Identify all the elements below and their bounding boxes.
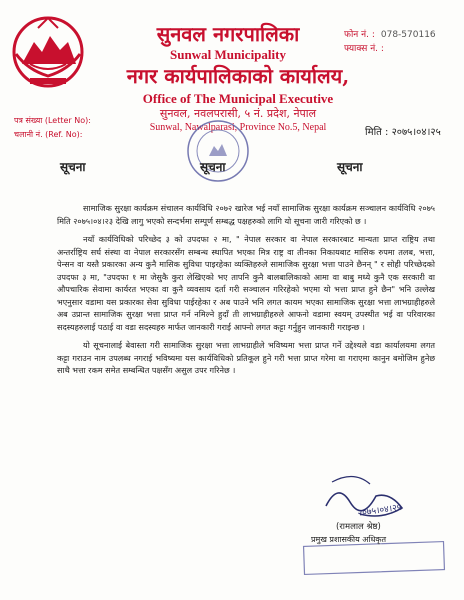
office-name-np: नगर कार्यपालिकाको कार्यालय, [126,64,350,88]
notice-body [57,202,435,383]
address-np: सुनवल, नवलपरासी, ५ नं. प्रदेश, नेपाल [159,107,317,120]
paragraph-3: यो सूचनालाई बेवास्ता गरी सामाजिक सुरक्षा भत्ता लाभग्राहीले भविष्यमा भत्ता प्राप्त गर्ने उद्देश्यले वडा कार्यालयमा लगत कट्टा गराउन नाम उपलब्ध नगराई भविष्यमा यस कार्यविधिको प्रतिकूल हुने गरी भत्ता प्राप्त गरेमा वा गराएमा कानुन बमोजिम हुनेछ साथै भत्ता रकम समेत सम्बन्धित पक्षसँग असुल उपर गरिनेछ । [57,340,435,375]
phone-value: 078-570116 [380,30,436,40]
phone-label: फोन नं. : [344,30,375,40]
issue-date: मिति : २०७५।०४।२५ [365,127,441,138]
handwritten-date: २०७५।०४।२५ [357,502,403,519]
notice-title-3: सूचना [337,160,363,174]
office-name-en: Office of The Municipal Executive [142,91,334,106]
nepal-emblem-icon [8,12,88,90]
address-en: Sunwal, Nawalparasi, Province No.5, Nepal [149,122,327,133]
paragraph-2: नयाँ कार्यविधिको परिच्छेद ३ को उपदफा २ मा, " नेपाल सरकार वा नेपाल सरकारबाट मान्यता प्राप्त राष्ट्रिय तथा अन्तर्राष्ट्रिय सर्घ संस्था वा नेपाल सरकारसँग सम्बन्ध स्थापित भएका मित्र राष्ट्र वा तीनका निकायबाट मासिक रुपमा तलब, भत्ता, पेन्सन वा यस्तै प्रकारका अन्य कुनै मासिक सुविधा पाइरहेका व्यक्तिहरुले सामाजिक सुरक्षा भत्ता पाउने छैनन् " र सोही परिच्छेदको उपदफा ३ मा, "उपदफा १ मा जेसुकै कुरा लेखिएको भए तापनि कुनै बालबालिकाको आमा वा बाबु मध्ये कुनै एक सरकारी वा औपचारिक सेवामा कार्यरत भएका वा कुनै व्यवसाय दर्ता गरी सञ्चालन गरिरहेको भएमा यो भत्ता प्राप्त हुने छैन" भनि उल्लेख भएनुसार वडामा यस प्रकारका सेवा सुविधा पाईरहेका र अब पाउने भनि लगत कायम भएका सामाजिक सुरक्षा भत्ता लाभग्राहीहरुले अब उप्रान्त सामाजिक सुरक्षा भत्ता प्राप्त गर्न नमिल्ने हुदाँ ती लाभग्राहीहरुले आफनो वडामा स्वयम् उपस्थीत भई वा परिवारका सदस्यहरुलाई पठाई वा वडा सदस्यहरु मार्फत जानकारी गराई आफ्नो लगत कट्टा गर्नुहुन जानकारी गराइन्छ । [57,234,435,332]
letter-number-label: पत्र संख्या (Letter No): [14,116,91,125]
notice-title-2: सूचना [200,160,226,174]
official-stamp-icon [304,542,445,575]
notice-title-1: सूचना [60,160,86,174]
reference-block [14,114,91,142]
contact-block [344,28,436,56]
municipality-name-np: सुनवल नगरपालिका [156,22,300,46]
office-stamp-icon [183,116,253,186]
fax-label: फ्याक्स नं. : [344,44,384,54]
signatory-title: प्रमुख प्रशासकीय अधिकृत [311,535,387,544]
reference-number-label: चलानी नं. (Ref. No): [14,130,83,139]
municipality-name-en: Sunwal Municipality [170,47,286,62]
signatory-name: (रामलाल श्रेष्ठ) [336,522,381,532]
paragraph-1: सामाजिक सुरक्षा कार्यक्रम संचालन कार्यविधि २०७२ खारेज भई नयाँ सामाजिक सुरक्षा कार्यक्रम सञ्चालन कार्यविधि २०७५ मिति २०७५।०४।२३ देखि लागु भएको सन्दर्भमा सम्पूर्ण सम्बद्ध पक्षहरुको लागि यो सूचना जारी गरिएको छ । [57,203,435,226]
